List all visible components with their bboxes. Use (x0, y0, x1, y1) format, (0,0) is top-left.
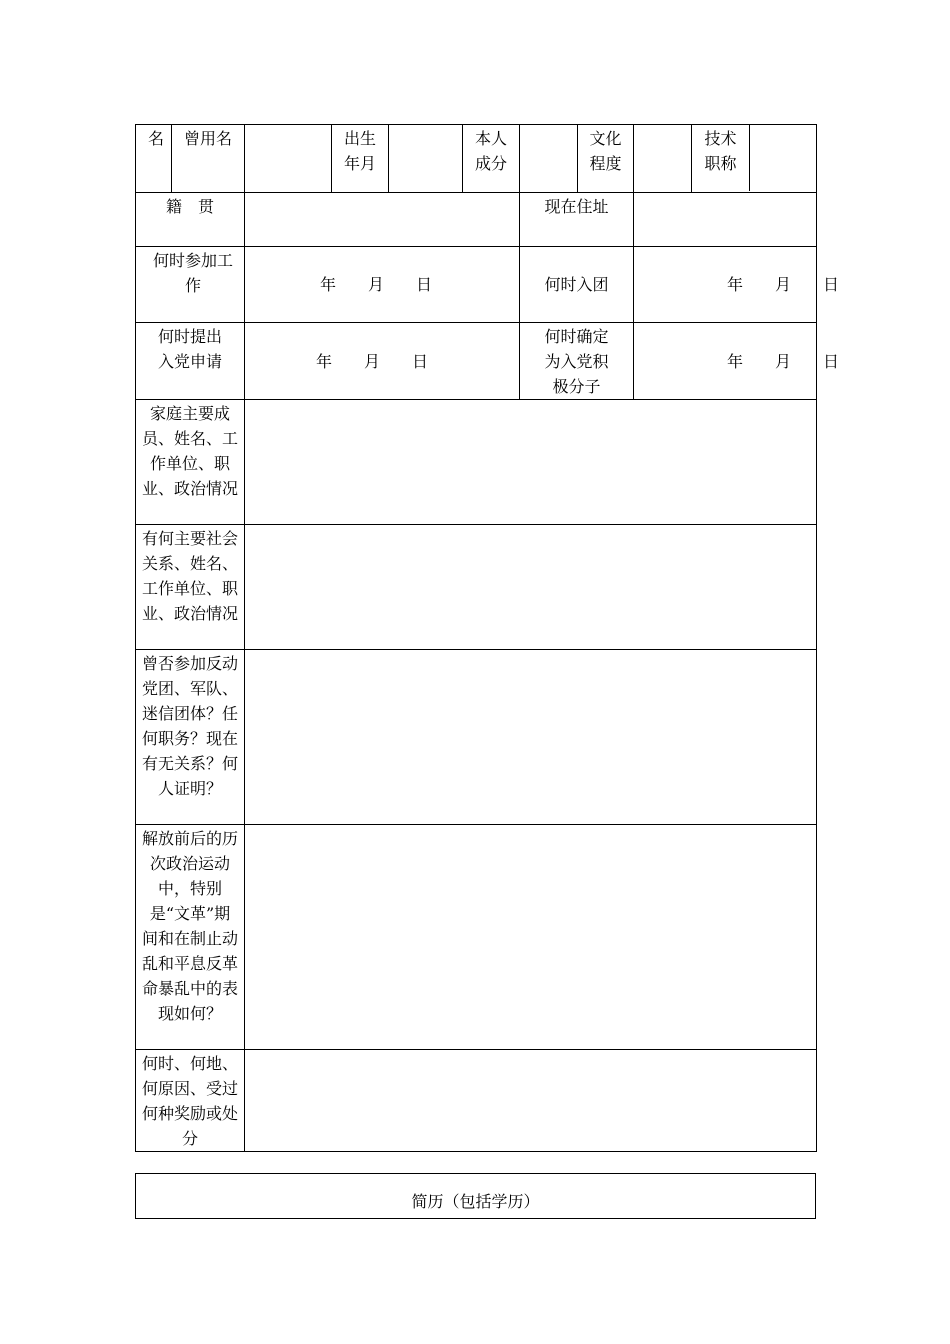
political-row (136, 825, 817, 1050)
league-label: 何时入团 (520, 247, 634, 323)
reactionary-value[interactable] (245, 650, 817, 825)
apply-label: 何时提出入党申请 (136, 323, 245, 400)
education-value[interactable] (634, 125, 692, 193)
resume-table (135, 1173, 816, 1219)
social-value[interactable] (245, 525, 817, 650)
status-label: 本人成分 (463, 125, 520, 193)
party-application-row (136, 323, 817, 400)
work-label: 何时参加工作 (136, 247, 245, 323)
reactionary-label: 曾否参加反动党团、军队、迷信团体？任何职务？现在有无关系？何人证明？ (136, 650, 245, 825)
origin-row (136, 193, 817, 247)
resume-header-row (136, 1174, 816, 1219)
education-label: 文化程度 (578, 125, 634, 193)
name-label: 名 (136, 125, 172, 193)
address-value[interactable] (634, 193, 817, 247)
activist-label: 何时确定为入党积极分子 (520, 323, 634, 400)
title-cell (692, 125, 817, 193)
activist-date[interactable]: 年 月 日 (634, 323, 817, 400)
former-name-label: 曾用名 (172, 125, 245, 193)
awards-value[interactable] (245, 1050, 817, 1152)
social-label: 有何主要社会关系、姓名、工作单位、职业、政治情况 (136, 525, 245, 650)
status-value[interactable] (520, 125, 578, 193)
reactionary-row (136, 650, 817, 825)
family-value[interactable] (245, 400, 817, 525)
application-form-table (135, 124, 840, 1152)
birth-value[interactable] (389, 125, 463, 193)
political-label: 解放前后的历次政治运动中，特别是“文革”期间和在制止动乱和平息反革命暴乱中的表现如何？ (136, 825, 245, 1050)
former-name-value[interactable] (245, 125, 332, 193)
league-date[interactable]: 年 月 日 (634, 247, 817, 323)
family-row (136, 400, 817, 525)
apply-date[interactable]: 年 月 日 (245, 323, 520, 400)
political-value[interactable] (245, 825, 817, 1050)
resume-title: 简历（包括学历） (136, 1174, 816, 1219)
address-label: 现在住址 (520, 193, 634, 247)
work-row (136, 247, 817, 323)
title-label: 技术职称 (692, 125, 750, 191)
awards-row (136, 1050, 817, 1152)
social-row (136, 525, 817, 650)
basic-info-row (136, 125, 817, 193)
title-value[interactable] (750, 125, 816, 191)
origin-value[interactable] (245, 193, 520, 247)
awards-label: 何时、何地、何原因、受过何种奖励或处分 (136, 1050, 245, 1152)
work-date[interactable]: 年 月 日 (245, 247, 520, 323)
family-label: 家庭主要成员、姓名、工作单位、职业、政治情况 (136, 400, 245, 525)
origin-label: 籍 贯 (136, 193, 245, 247)
birth-label: 出生年月 (332, 125, 389, 193)
